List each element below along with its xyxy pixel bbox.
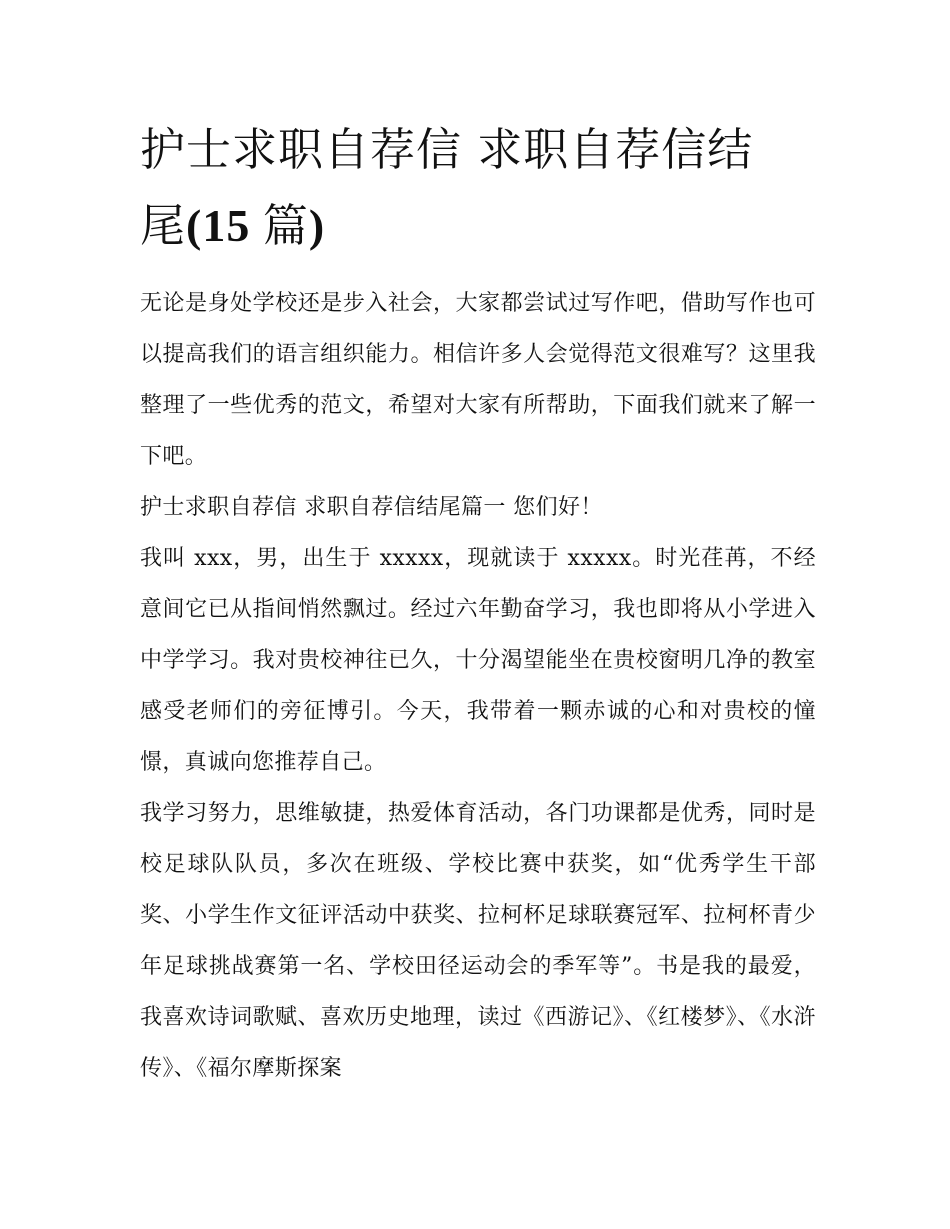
paragraph-intro: 无论是身处学校还是步入社会，大家都尝试过写作吧，借助写作也可以提高我们的语言组织能力。相信许多人会觉得范文很难写？这里我整理了一些优秀的范文，希望对大家有所帮助，下面我们就来了解一下吧。 [140, 291, 816, 469]
title-count-close: ) [308, 200, 326, 251]
paragraph-self-introduction: 我叫 xxx，男，出生于 xxxxx，现就读于 xxxxx。时光荏苒，不经意间它已从指间悄然飘过。经过六年勤奋学习，我也即将从小学进入中学学习。我对贵校神往已久，十分渴望能坐在贵校窗明几净的教室感受老师们的旁征博引。今天，我带着一颗赤诚的心和对贵校的憧憬，真诚向您推荐自己。 [140, 546, 816, 775]
paragraph-heading-greeting: 护士求职自荐信 求职自荐信结尾篇一 您们好！ [140, 495, 603, 520]
document-title [140, 112, 816, 264]
title-count-open: (15 [186, 200, 263, 251]
document-body [140, 112, 816, 1094]
paragraph-achievements: 我学习努力，思维敏捷，热爱体育活动，各门功课都是优秀，同时是校足球队队员，多次在班级、学校比赛中获奖，如“优秀学生干部奖、小学生作文征评活动中获奖、拉柯杯足球联赛冠军、拉柯杯青少年足球挑战赛第一名、学校田径运动会的季军等”。书是我的最爱，我喜欢诗词歌赋、喜欢历史地理，读过《西游记》、《红楼梦》、《水浒传》、《福尔摩斯探案 [140, 801, 816, 1081]
title-text-main: 护士求职自荐信 求职自荐信结 [140, 123, 754, 176]
title-count-unit: 篇 [262, 199, 309, 252]
title-text-line2-prefix: 尾 [140, 199, 187, 252]
